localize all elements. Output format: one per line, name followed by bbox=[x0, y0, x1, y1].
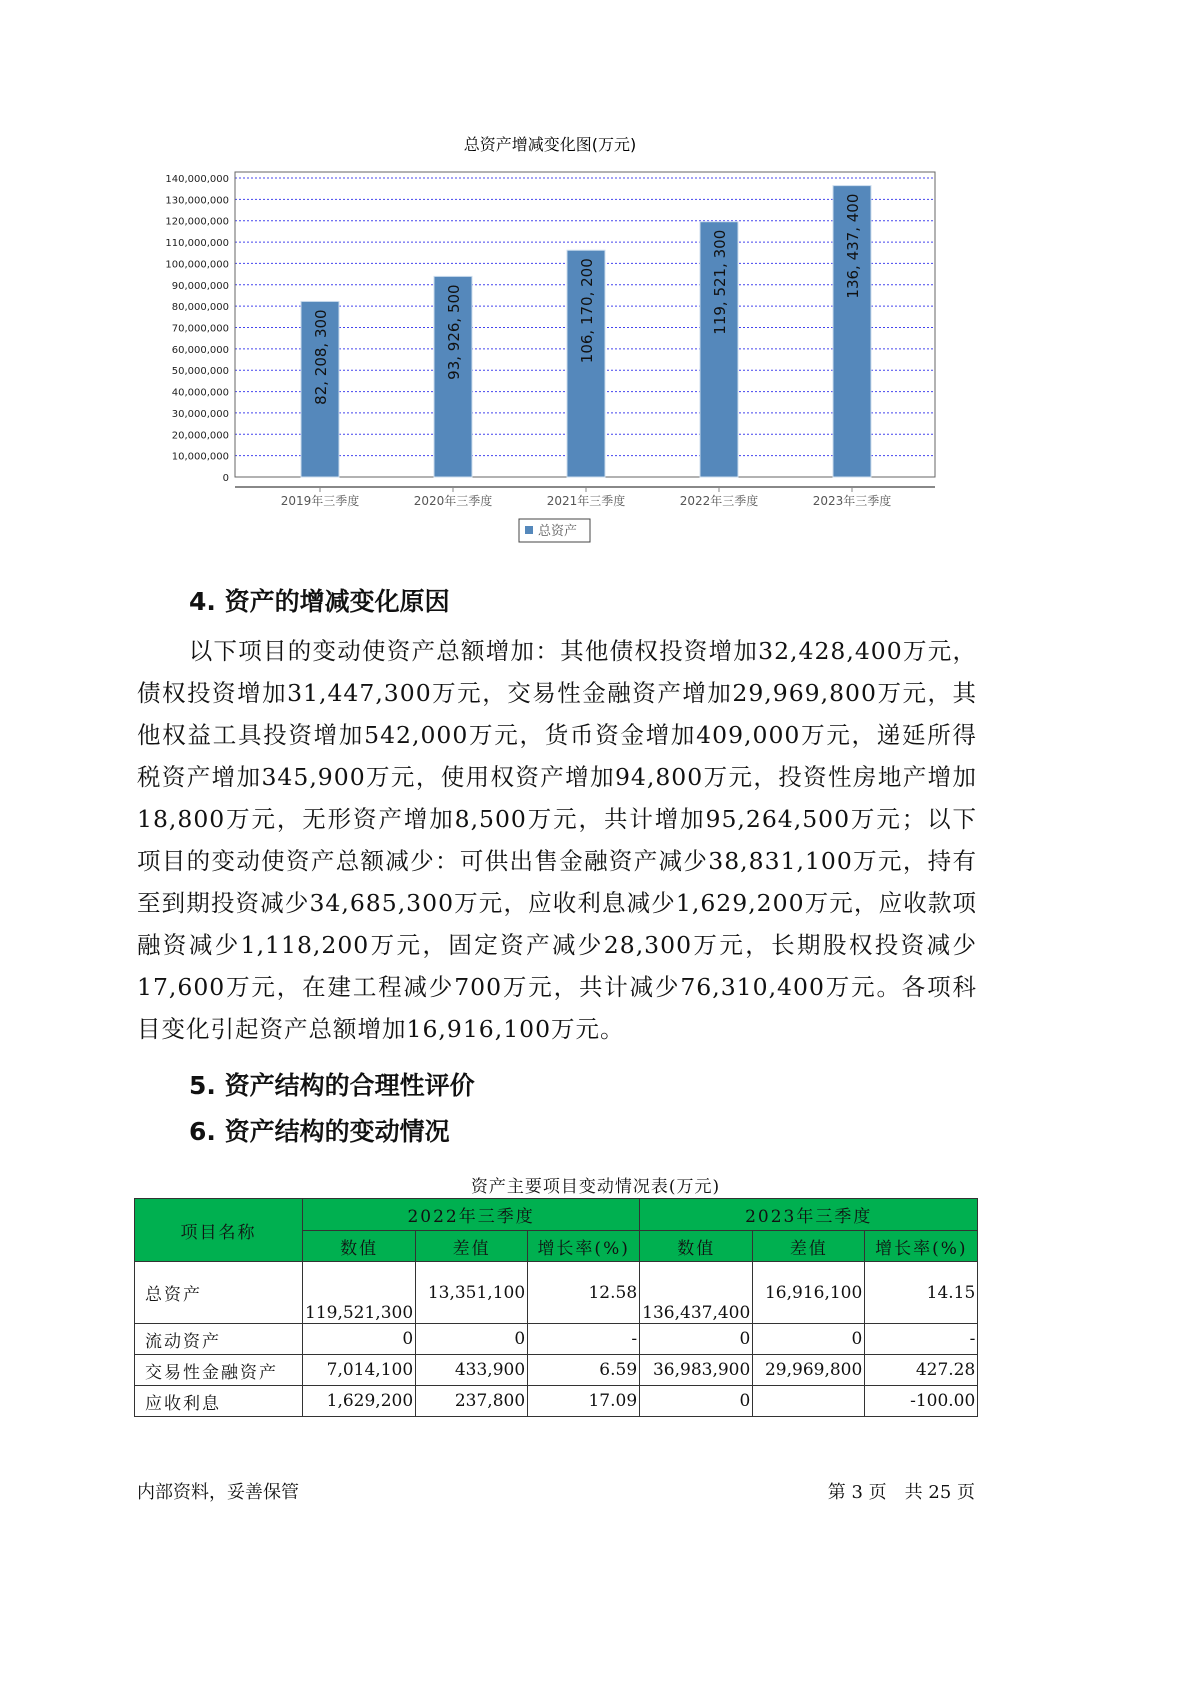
row-cell: 237,800 bbox=[416, 1386, 528, 1417]
x-tick-label: 2020年三季度 bbox=[413, 494, 493, 508]
x-tick-label: 2022年三季度 bbox=[679, 494, 759, 508]
legend-label: 总资产 bbox=[538, 524, 578, 539]
header-item-name: 项目名称 bbox=[135, 1199, 303, 1262]
row-cell: 13,351,100 bbox=[416, 1262, 528, 1324]
y-tick-label: 30,000,000 bbox=[171, 408, 229, 420]
row-name: 交易性金融资产 bbox=[135, 1355, 303, 1386]
row-cell: 17.09 bbox=[528, 1386, 640, 1417]
subheader-5: 增长率(%) bbox=[865, 1231, 978, 1262]
row-cell: 14.15 bbox=[865, 1262, 978, 1324]
row-cell: 36,983,900 bbox=[640, 1355, 753, 1386]
y-tick-label: 140,000,000 bbox=[165, 174, 229, 185]
table-row bbox=[135, 1355, 978, 1386]
row-cell: - bbox=[865, 1324, 978, 1355]
table-title: 资产主要项目变动情况表(万元) bbox=[470, 1177, 721, 1197]
y-tick-label: 10,000,000 bbox=[171, 451, 229, 463]
x-tick-label: 2019年三季度 bbox=[280, 494, 360, 508]
subheader-0: 数值 bbox=[303, 1231, 416, 1262]
header-period-2023: 2023年三季度 bbox=[640, 1199, 978, 1231]
row-cell: - bbox=[528, 1324, 640, 1355]
row-name: 应收利息 bbox=[135, 1386, 303, 1417]
row-cell: 1,629,200 bbox=[303, 1386, 416, 1417]
row-name: 总资产 bbox=[135, 1262, 303, 1324]
footer-page-number: 第 3 页 共 25 页 bbox=[827, 1482, 975, 1503]
table-row bbox=[135, 1262, 978, 1324]
row-cell: 7,014,100 bbox=[303, 1355, 416, 1386]
bar-data-label: 106, 170, 200 bbox=[578, 258, 596, 364]
y-tick-label: 80,000,000 bbox=[171, 302, 229, 314]
x-tick-label: 2023年三季度 bbox=[812, 494, 892, 508]
row-cell bbox=[753, 1386, 865, 1417]
table-row bbox=[135, 1324, 978, 1355]
row-cell: -100.00 bbox=[865, 1386, 978, 1417]
row-cell: 433,900 bbox=[416, 1355, 528, 1386]
asset-change-table bbox=[134, 1198, 978, 1417]
header-period-2022: 2022年三季度 bbox=[303, 1199, 640, 1231]
section-heading-5: 5. 资产结构的合理性评价 bbox=[189, 1071, 475, 1100]
legend-swatch bbox=[525, 526, 533, 534]
bar-data-label: 136, 437, 400 bbox=[844, 193, 862, 299]
row-cell: 136,437,400 bbox=[640, 1262, 753, 1324]
subheader-1: 差值 bbox=[416, 1231, 528, 1262]
y-tick-label: 50,000,000 bbox=[171, 366, 229, 378]
y-tick-label: 60,000,000 bbox=[171, 344, 229, 356]
row-cell: 0 bbox=[640, 1324, 753, 1355]
row-cell: 0 bbox=[303, 1324, 416, 1355]
row-cell: 119,521,300 bbox=[303, 1262, 416, 1324]
row-cell: 16,916,100 bbox=[753, 1262, 865, 1324]
section-heading-6: 6. 资产结构的变动情况 bbox=[189, 1117, 450, 1146]
x-tick-label: 2021年三季度 bbox=[546, 494, 626, 508]
total-assets-bar-chart bbox=[150, 130, 950, 550]
subheader-4: 差值 bbox=[753, 1231, 865, 1262]
bar-data-label: 82, 208, 300 bbox=[312, 309, 330, 405]
bar-data-label: 119, 521, 300 bbox=[711, 229, 729, 335]
section-4-paragraph: 以下项目的变动使资产总额增加：其他债权投资增加32,428,400万元，债权投资增加31,447,300万元，交易性金融资产增加29,969,800万元，其他权益工具投资增加542,000万元，货币资金增加409,000万元，递延所得税资产增加345,900万元，使用权资产增加94,800万元，投资性房地产增加18,800万元，无形资产增加8,500万元，共计增加95,264,500万元；以下项目的变动使资产总额减少：可供出售金融资产减少38,831,100万元，持有至到期投资减少34,685,300万元，应收利息减少1,629,200万元，应收款项融资减少1,118,200万元，固定资产减少28,300万元，长期股权投资减少17,600万元，在建工程减少700万元，共计减少76,310,400万元。各项科目变化引起资产总额增加16,916,100万元。 bbox=[137, 637, 977, 1043]
footer-confidential: 内部资料，妥善保管 bbox=[137, 1482, 299, 1503]
chart-title: 总资产增减变化图(万元) bbox=[463, 135, 637, 154]
y-tick-label: 0 bbox=[222, 473, 229, 484]
row-cell: 427.28 bbox=[865, 1355, 978, 1386]
row-cell: 12.58 bbox=[528, 1262, 640, 1324]
y-tick-label: 130,000,000 bbox=[165, 195, 229, 207]
subheader-3: 数值 bbox=[640, 1231, 753, 1262]
y-tick-label: 20,000,000 bbox=[171, 430, 229, 442]
bar-data-label: 93, 926, 500 bbox=[445, 284, 463, 380]
subheader-2: 增长率(%) bbox=[528, 1231, 640, 1262]
row-name: 流动资产 bbox=[135, 1324, 303, 1355]
y-tick-label: 40,000,000 bbox=[171, 387, 229, 399]
section-heading-4: 4. 资产的增减变化原因 bbox=[189, 587, 450, 616]
y-tick-label: 100,000,000 bbox=[165, 259, 229, 271]
y-tick-label: 120,000,000 bbox=[165, 216, 229, 228]
row-cell: 29,969,800 bbox=[753, 1355, 865, 1386]
row-cell: 0 bbox=[753, 1324, 865, 1355]
row-cell: 6.59 bbox=[528, 1355, 640, 1386]
y-tick-label: 110,000,000 bbox=[165, 238, 229, 250]
row-cell: 0 bbox=[416, 1324, 528, 1355]
row-cell: 0 bbox=[640, 1386, 753, 1417]
y-tick-label: 70,000,000 bbox=[171, 323, 229, 335]
y-tick-label: 90,000,000 bbox=[171, 280, 229, 292]
table-row bbox=[135, 1386, 978, 1417]
